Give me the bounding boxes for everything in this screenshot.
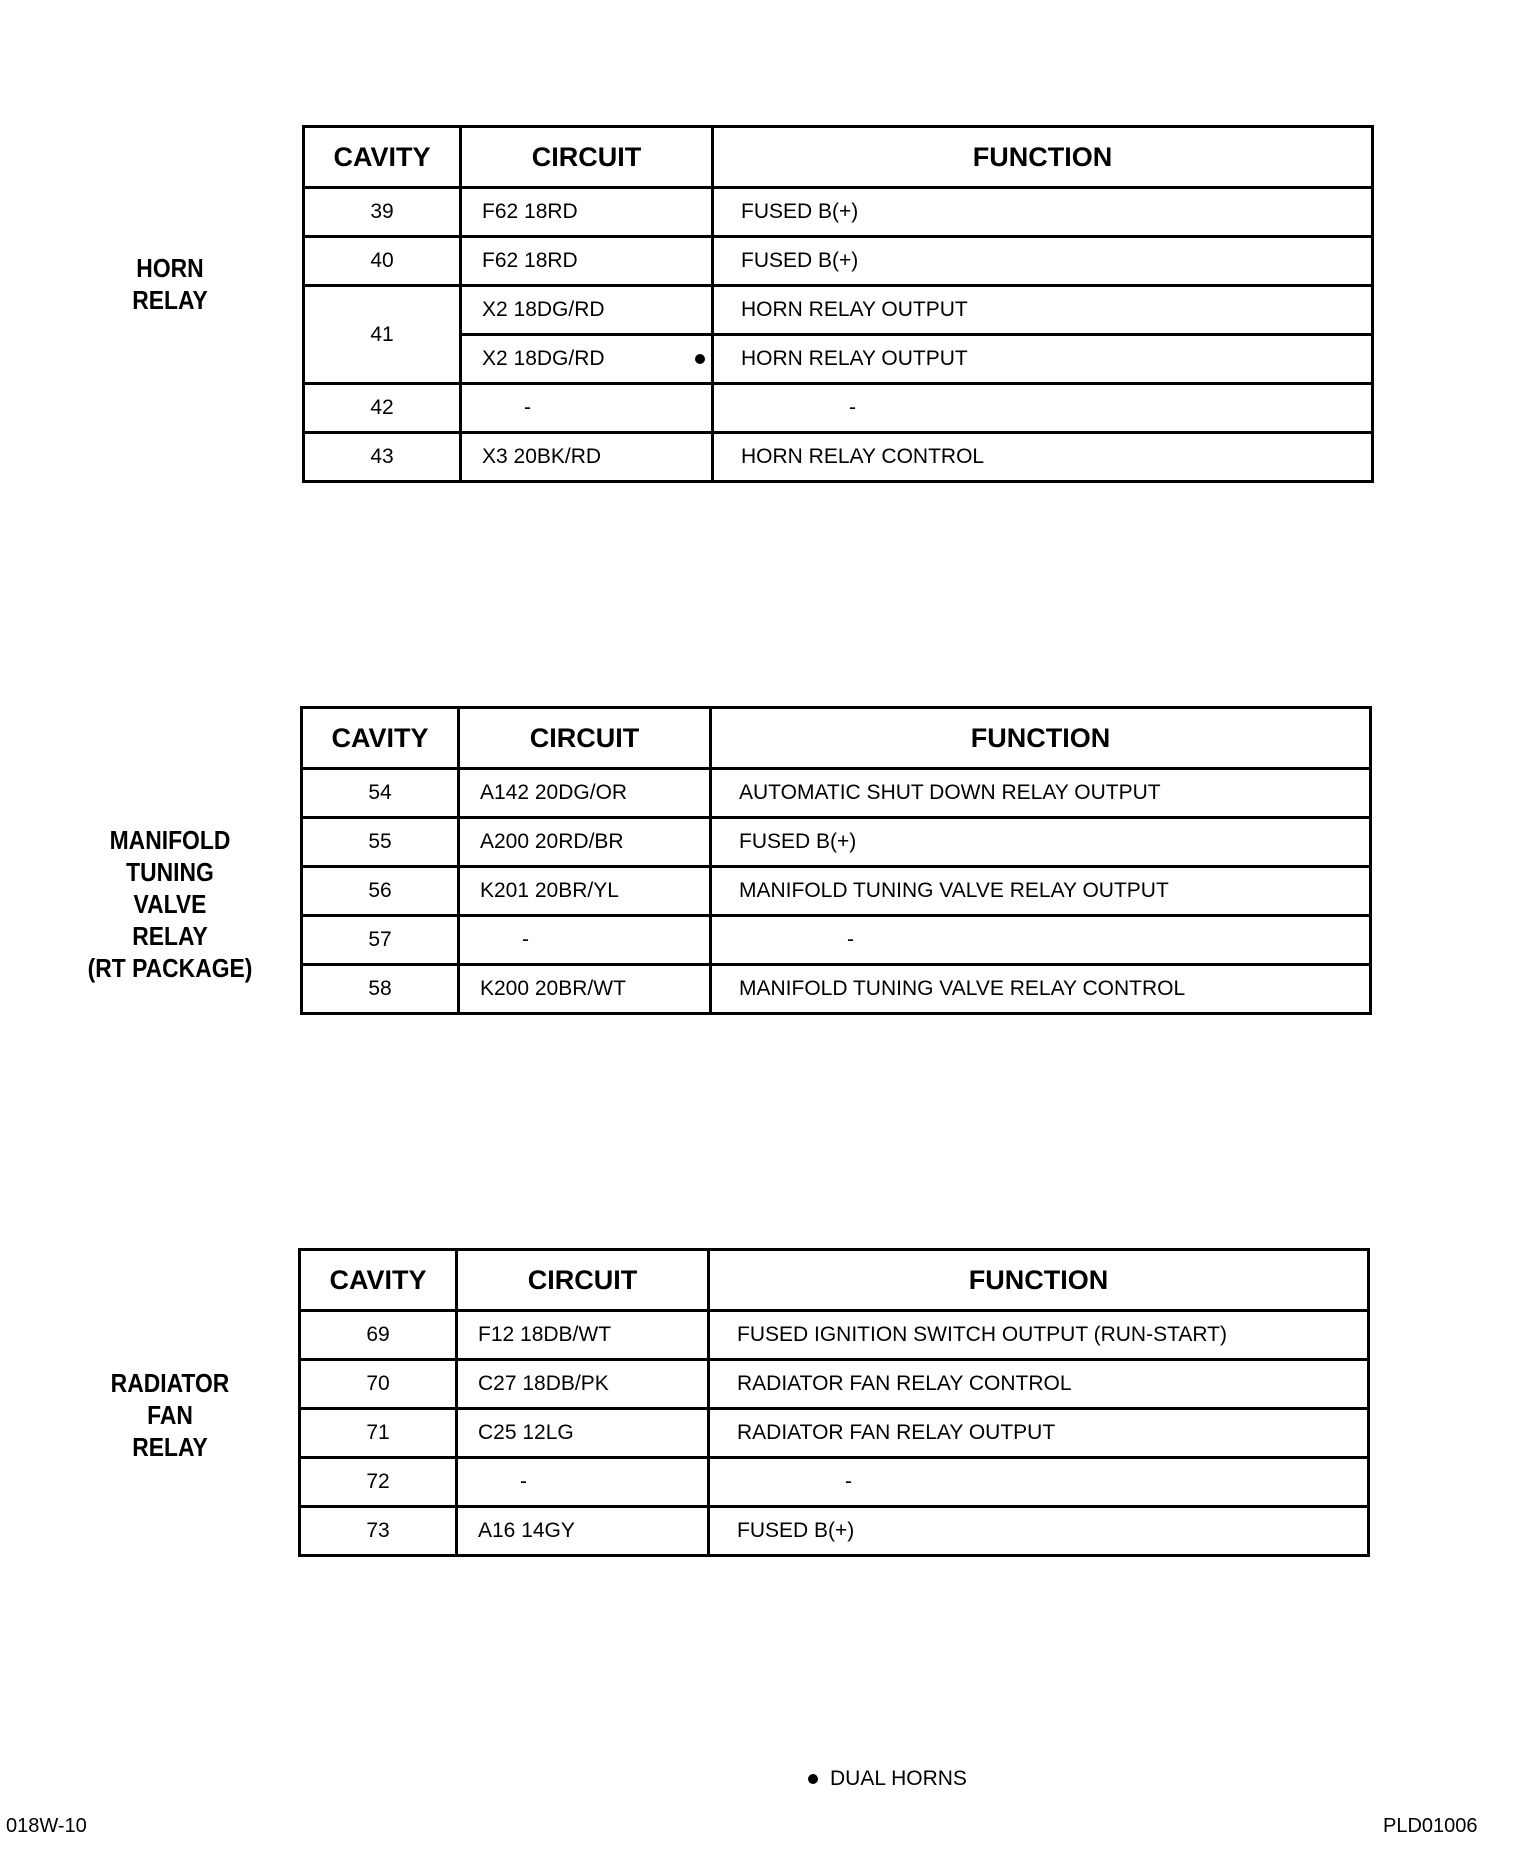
table-row — [304, 188, 1373, 237]
header-row — [302, 708, 1371, 769]
table-row — [302, 965, 1371, 1014]
circuit-cell: A200 20RD/BR — [459, 818, 711, 867]
circuit-header: CIRCUIT — [461, 127, 713, 188]
manifold-tuning-valve-relay-table — [300, 706, 1372, 1015]
cavity-cell: 39 — [304, 188, 461, 237]
cavity-header: CAVITY — [304, 127, 461, 188]
circuit-cell: K200 20BR/WT — [459, 965, 711, 1014]
circuit-header: CIRCUIT — [457, 1250, 709, 1311]
circuit-text: X2 18DG/RD — [482, 347, 605, 370]
cavity-cell: 54 — [302, 769, 459, 818]
label-line: FAN — [147, 1400, 193, 1430]
function-cell: MANIFOLD TUNING VALVE RELAY CONTROL — [711, 965, 1371, 1014]
cavity-cell: 57 — [302, 916, 459, 965]
cavity-cell: 56 — [302, 867, 459, 916]
circuit-cell: F12 18DB/WT — [457, 1311, 709, 1360]
function-cell: RADIATOR FAN RELAY CONTROL — [709, 1360, 1369, 1409]
cavity-cell: 40 — [304, 237, 461, 286]
function-cell: RADIATOR FAN RELAY OUTPUT — [709, 1409, 1369, 1458]
label-line: HORN — [136, 253, 204, 283]
label-line: RELAY — [132, 1432, 208, 1462]
circuit-cell: F62 18RD — [461, 237, 713, 286]
circuit-header: CIRCUIT — [459, 708, 711, 769]
function-cell: AUTOMATIC SHUT DOWN RELAY OUTPUT — [711, 769, 1371, 818]
cavity-header: CAVITY — [300, 1250, 457, 1311]
table-row — [302, 769, 1371, 818]
table-row — [302, 818, 1371, 867]
section-label — [73, 1367, 267, 1463]
horn-relay-table — [302, 125, 1374, 483]
circuit-cell: F62 18RD — [461, 188, 713, 237]
table-row — [304, 335, 1373, 384]
cavity-cell: 58 — [302, 965, 459, 1014]
circuit-cell: X2 18DG/RD — [461, 286, 713, 335]
cavity-cell: 72 — [300, 1458, 457, 1507]
circuit-cell: A16 14GY — [457, 1507, 709, 1556]
function-header: FUNCTION — [711, 708, 1371, 769]
function-header: FUNCTION — [713, 127, 1373, 188]
circuit-cell — [461, 335, 713, 384]
cavity-cell: 42 — [304, 384, 461, 433]
footnote — [808, 1767, 967, 1791]
function-cell: FUSED B(+) — [713, 237, 1373, 286]
table-row — [300, 1507, 1369, 1556]
circuit-cell: - — [461, 384, 713, 433]
table-row — [300, 1311, 1369, 1360]
function-cell: FUSED B(+) — [709, 1507, 1369, 1556]
cavity-cell: 55 — [302, 818, 459, 867]
cavity-header: CAVITY — [302, 708, 459, 769]
section-label — [73, 252, 267, 316]
circuit-cell: C25 12LG — [457, 1409, 709, 1458]
function-cell: FUSED B(+) — [711, 818, 1371, 867]
dual-horns-bullet-icon — [695, 354, 705, 364]
function-cell: MANIFOLD TUNING VALVE RELAY OUTPUT — [711, 867, 1371, 916]
circuit-cell: K201 20BR/YL — [459, 867, 711, 916]
cavity-cell: 43 — [304, 433, 461, 482]
bullet-icon — [808, 1774, 818, 1784]
circuit-cell: - — [457, 1458, 709, 1507]
header-row — [300, 1250, 1369, 1311]
function-cell: HORN RELAY OUTPUT — [713, 335, 1373, 384]
function-cell: FUSED B(+) — [713, 188, 1373, 237]
cavity-cell: 69 — [300, 1311, 457, 1360]
doc-number-right: PLD01006 — [1383, 1815, 1478, 1837]
section-label — [73, 824, 267, 984]
circuit-cell: - — [459, 916, 711, 965]
cavity-cell: 71 — [300, 1409, 457, 1458]
cavity-cell: 41 — [304, 286, 461, 384]
function-cell: HORN RELAY CONTROL — [713, 433, 1373, 482]
table-row — [302, 867, 1371, 916]
label-line: VALVE — [133, 889, 207, 919]
table-row — [304, 237, 1373, 286]
footnote-text: DUAL HORNS — [830, 1767, 967, 1790]
label-line: RELAY — [132, 285, 208, 315]
label-line: (RT PACKAGE) — [87, 953, 253, 983]
function-cell: - — [711, 916, 1371, 965]
doc-number-left: 018W-10 — [6, 1815, 87, 1837]
label-line: RADIATOR — [110, 1368, 230, 1398]
function-cell: FUSED IGNITION SWITCH OUTPUT (RUN-START) — [709, 1311, 1369, 1360]
function-header: FUNCTION — [709, 1250, 1369, 1311]
label-line: RELAY — [132, 921, 208, 951]
circuit-cell: A142 20DG/OR — [459, 769, 711, 818]
table-row — [300, 1360, 1369, 1409]
function-cell: - — [713, 384, 1373, 433]
label-line: MANIFOLD — [109, 825, 231, 855]
table-row — [300, 1409, 1369, 1458]
header-row — [304, 127, 1373, 188]
table-row — [304, 433, 1373, 482]
table-row — [300, 1458, 1369, 1507]
circuit-cell: X3 20BK/RD — [461, 433, 713, 482]
table-row — [302, 916, 1371, 965]
table-row — [304, 286, 1373, 335]
cavity-cell: 73 — [300, 1507, 457, 1556]
radiator-fan-relay-table — [298, 1248, 1370, 1557]
label-line: TUNING — [126, 857, 214, 887]
cavity-cell: 70 — [300, 1360, 457, 1409]
function-cell: HORN RELAY OUTPUT — [713, 286, 1373, 335]
function-cell: - — [709, 1458, 1369, 1507]
circuit-cell: C27 18DB/PK — [457, 1360, 709, 1409]
table-row — [304, 384, 1373, 433]
